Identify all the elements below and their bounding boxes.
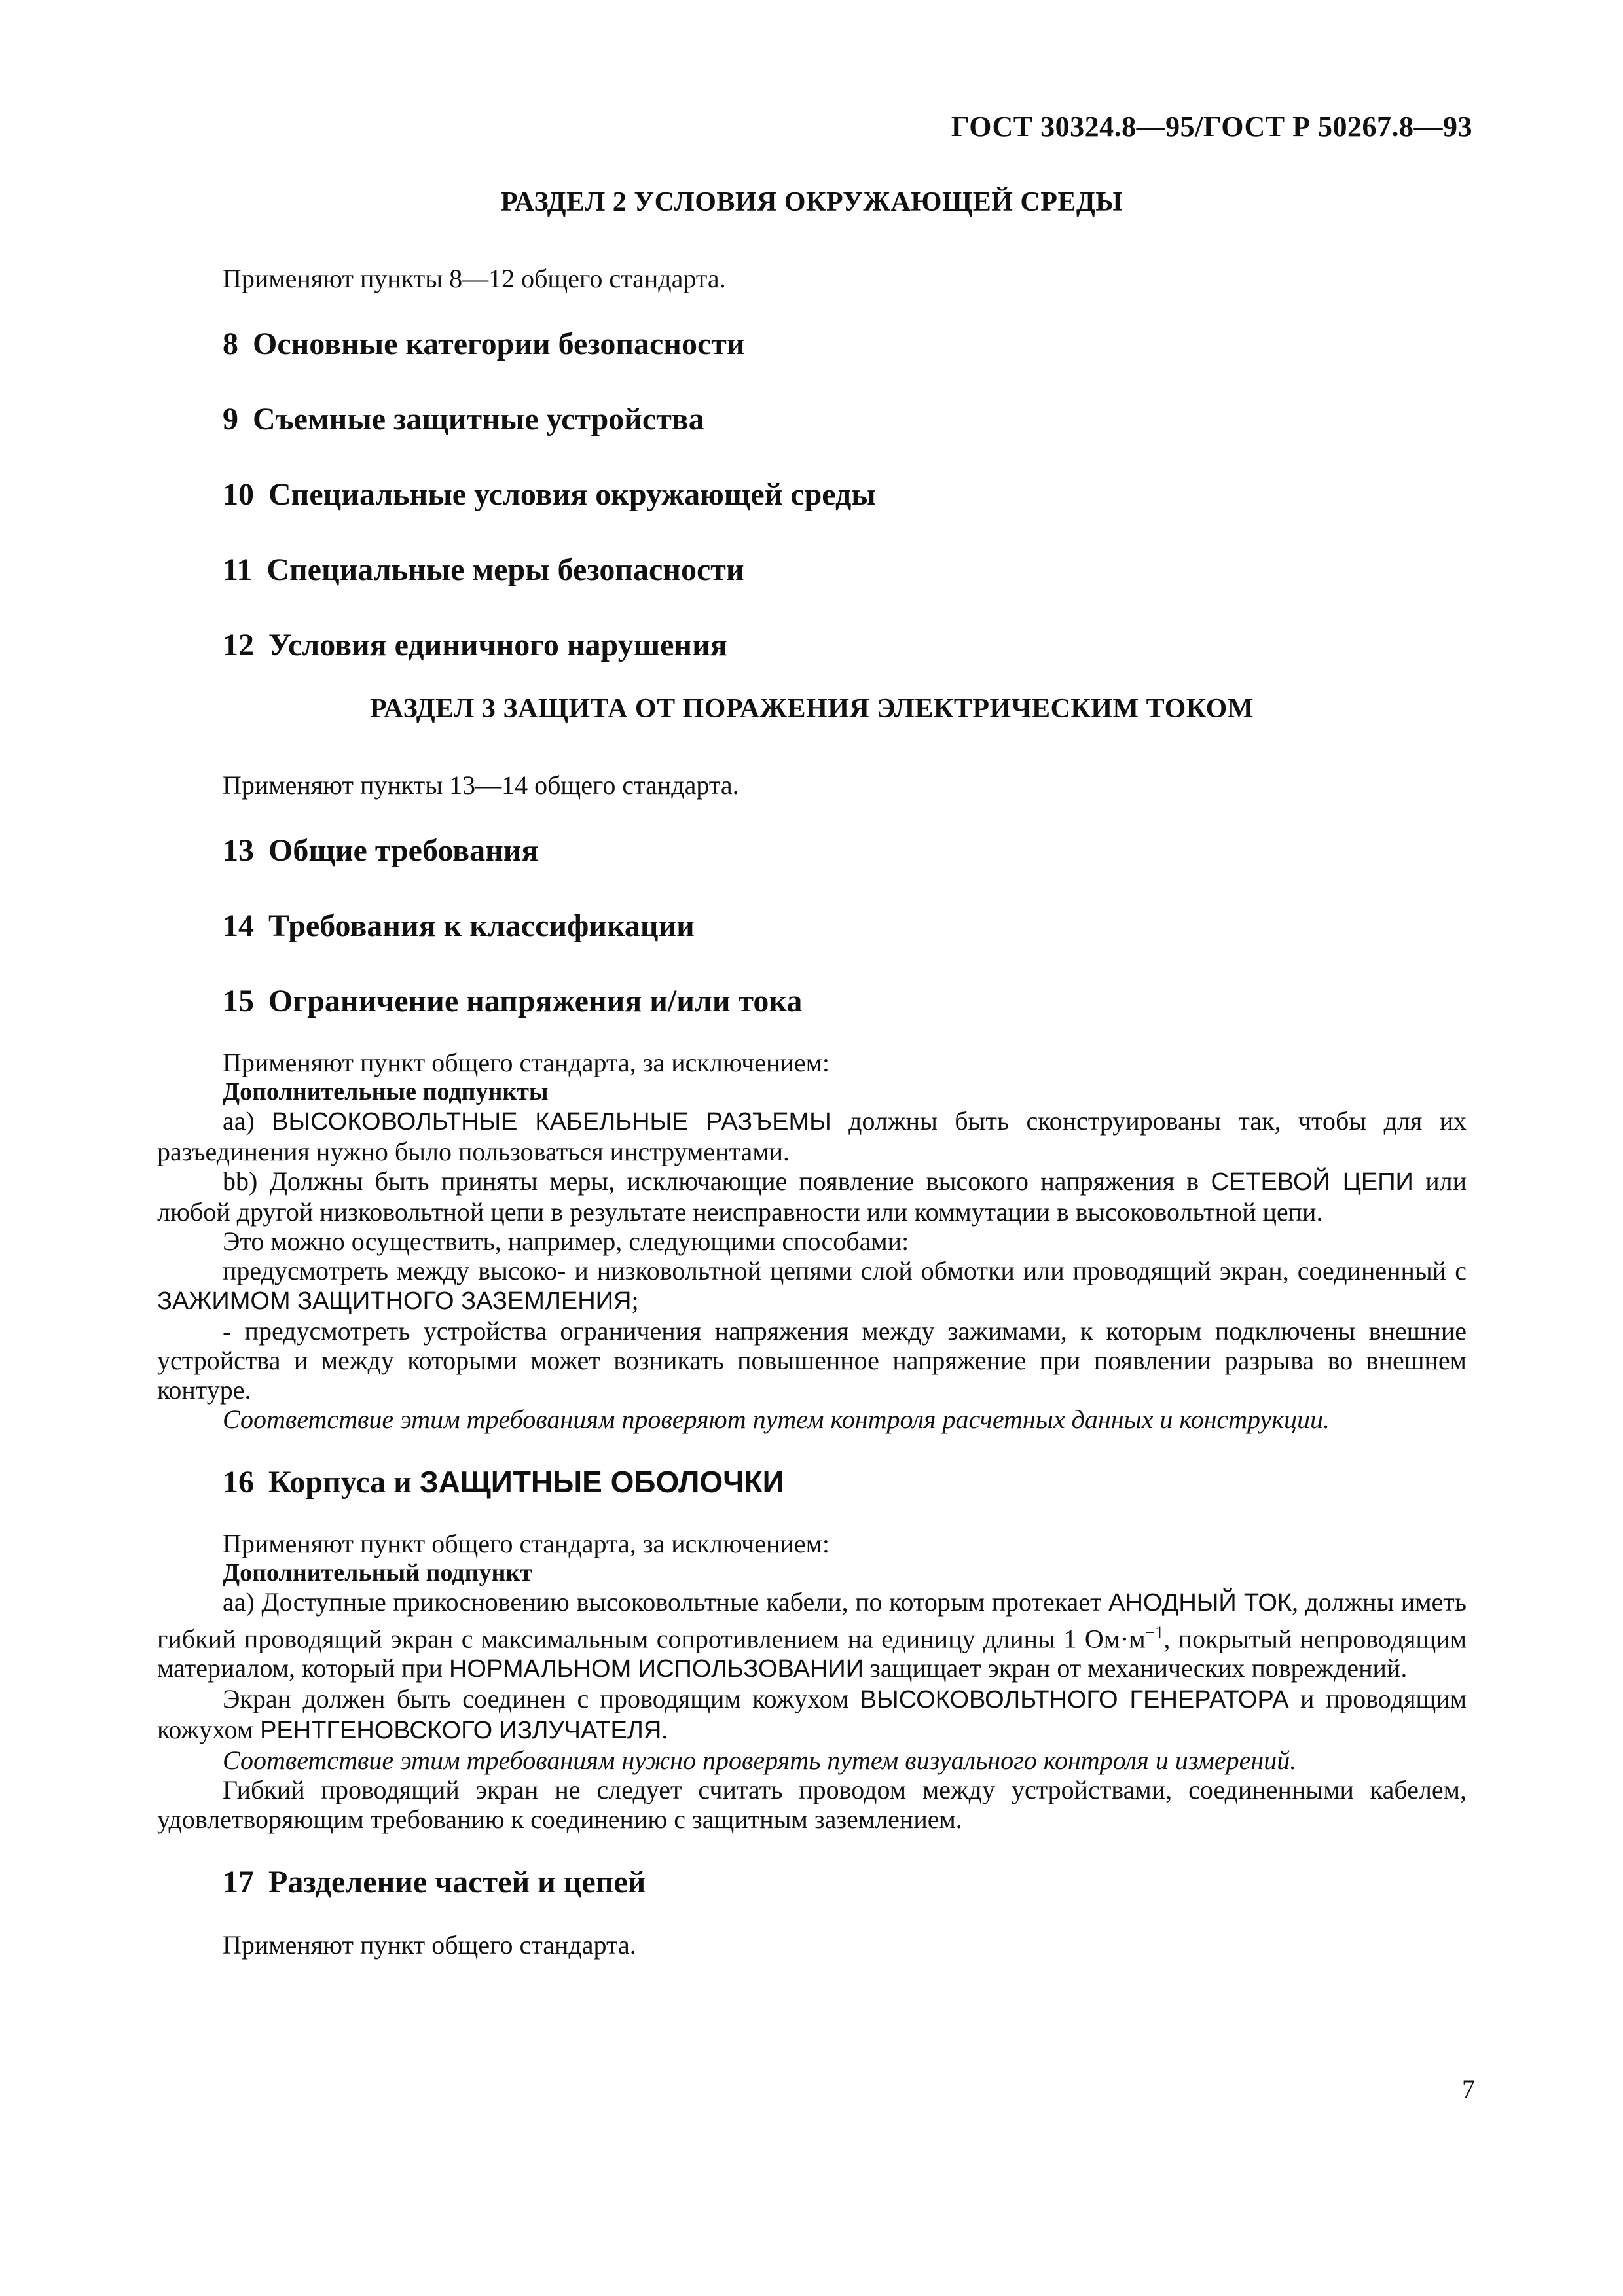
text-fragment: Экран должен быть соединен с проводящим кожухом <box>223 1684 860 1714</box>
clause-number: 16 <box>223 1465 254 1499</box>
clause-13 <box>223 833 1467 869</box>
section-3-intro: Применяют пункты 13—14 общего стандарта. <box>223 770 739 800</box>
clause-15-subhead: Дополнительные подпункты <box>223 1078 549 1105</box>
clause-number: 14 <box>223 908 254 943</box>
clause-15-intro: Применяют пункт общего стандарта, за исключением: <box>223 1048 830 1077</box>
clause-title: Основные категории безопасности <box>253 327 745 361</box>
defined-term: СЕТЕВОЙ ЦЕПИ <box>1211 1168 1413 1196</box>
clause-title: Разделение частей и цепей <box>268 1865 646 1900</box>
clause-title: Условия единичного нарушения <box>268 628 727 662</box>
superscript: −1 <box>1145 1623 1164 1642</box>
defined-term: РЕНТГЕНОВСКОГО ИЗЛУЧАТЕЛЯ <box>260 1717 662 1745</box>
defined-term: ЗАЩИТНЫЕ ОБОЛОЧКИ <box>419 1465 784 1499</box>
clause-15-item-bb <box>157 1166 1467 1227</box>
clause-16-screen-connection <box>157 1684 1467 1746</box>
text-fragment: , покрытый непроводящим материалом, который при <box>157 1624 1467 1683</box>
clause-11 <box>223 552 1467 588</box>
spacer <box>157 1834 1467 1864</box>
section-2-title: РАЗДЕЛ 2 УСЛОВИЯ ОКРУЖАЮЩЕЙ СРЕДЫ <box>500 187 1123 217</box>
spacer <box>157 1434 1467 1464</box>
clause-16-intro: Применяют пункт общего стандарта, за исключением: <box>223 1529 830 1558</box>
clause-number: 17 <box>223 1865 254 1900</box>
clause-title: Специальные меры безопасности <box>266 552 744 587</box>
clause-14 <box>223 908 1467 944</box>
clause-number: 9 <box>223 402 238 437</box>
clause-8 <box>223 326 1467 362</box>
clause-15-method-2: - предусмотреть устройства ограничения напряжения между зажимами, к которым подключены внешние устройства и между которыми может возникать повышенное напряжение при появлении разрыва во внешнем контуре. <box>157 1316 1467 1405</box>
text-fragment: предусмотреть между высоко- и низковольтной цепями слой обмотки или проводящий экран, соединенный с <box>223 1256 1467 1285</box>
text-fragment: и проводящим кожухом <box>157 1684 1467 1745</box>
clause-title: Общие требования <box>268 833 539 868</box>
clause-number: 15 <box>223 984 254 1018</box>
section-3-title: РАЗДЕЛ 3 ЗАЩИТА ОТ ПОРАЖЕНИЯ ЭЛЕКТРИЧЕСКИМ ТОКОМ <box>370 694 1254 724</box>
defined-term: ВЫСОКОВОЛЬТНОГО ГЕНЕРАТОРА <box>860 1686 1289 1714</box>
clause-10 <box>223 476 1467 512</box>
clause-17-intro: Применяют пункт общего стандарта. <box>223 1930 636 1960</box>
clause-title: Требования к классификации <box>268 908 695 943</box>
clause-number: 13 <box>223 833 254 868</box>
clause-17 <box>223 1864 1467 1900</box>
defined-term: АНОДНЫЙ ТОК <box>1108 1589 1292 1617</box>
clause-number: 8 <box>223 327 238 361</box>
text-fragment: . <box>661 1715 668 1745</box>
text-fragment: аа) Доступные прикосновению высоковольтные кабели, по которым протекает <box>223 1587 1109 1617</box>
clause-16 <box>223 1464 1467 1500</box>
clause-16-note: Гибкий проводящий экран не следует считать проводом между устройствами, соединенными кабелем, удовлетворяющим требованию к соединению с защитным заземлением. <box>157 1775 1467 1835</box>
clause-title: Специальные условия окружающей среды <box>268 477 876 512</box>
page-number: 7 <box>1462 2074 1475 2104</box>
section-2-intro: Применяют пункты 8—12 общего стандарта. <box>223 264 726 293</box>
text-fragment: аа) <box>223 1106 272 1136</box>
clause-15-item-aa <box>157 1106 1467 1166</box>
defined-term: ВЫСОКОВОЛЬТНЫЕ КАБЕЛЬНЫЕ РАЗЪЕМЫ <box>272 1108 831 1136</box>
defined-term: ЗАЖИМОМ ЗАЩИТНОГО ЗАЗЕМЛЕНИЯ <box>157 1287 632 1315</box>
clause-9 <box>223 401 1467 437</box>
text-fragment: ; <box>631 1285 639 1315</box>
clause-number: 11 <box>223 552 253 587</box>
clause-15-method-1 <box>157 1256 1467 1316</box>
defined-term: НОРМАЛЬНОМ ИСПОЛЬЗОВАНИИ <box>448 1655 864 1683</box>
clause-number: 10 <box>223 477 254 512</box>
clause-16-compliance-check: Соответствие этим требованиям нужно проверять путем визуального контроля и измерений. <box>223 1746 1297 1776</box>
text-fragment: или любой другой низковольтной цепи в результате неисправности или коммутации в высоковольтной цепи. <box>157 1166 1467 1227</box>
document-code: ГОСТ 30324.8—95/ГОСТ Р 50267.8—93 <box>951 111 1472 143</box>
clause-15-methods-intro: Это можно осуществить, например, следующими способами: <box>223 1227 909 1256</box>
text-fragment: bb) Должны быть приняты меры, исключающие появление высокого напряжения в <box>223 1166 1211 1196</box>
clause-16-item-aa <box>157 1587 1467 1684</box>
clause-title: Съемные защитные устройства <box>253 402 704 437</box>
text-fragment: должны быть сконструированы так, чтобы для их разъединения нужно было пользоваться инструментами. <box>157 1106 1467 1166</box>
clause-number: 12 <box>223 628 254 662</box>
clause-15-compliance-check: Соответствие этим требованиям проверяют путем контроля расчетных данных и конструкции. <box>223 1405 1330 1434</box>
text-fragment: , должны иметь гибкий проводящий экран с максимальным сопротивлением на единицу длины 1 Ом·м <box>157 1587 1467 1654</box>
text-fragment: защищает экран от механических повреждений. <box>864 1653 1408 1683</box>
clause-title: Ограничение напряжения и/или тока <box>268 984 803 1018</box>
clause-title: Корпуса и <box>268 1465 420 1499</box>
page-content <box>157 187 1467 1960</box>
clause-16-subhead: Дополнительный подпункт <box>223 1559 532 1587</box>
clause-15 <box>223 983 1467 1019</box>
clause-12 <box>223 627 1467 663</box>
